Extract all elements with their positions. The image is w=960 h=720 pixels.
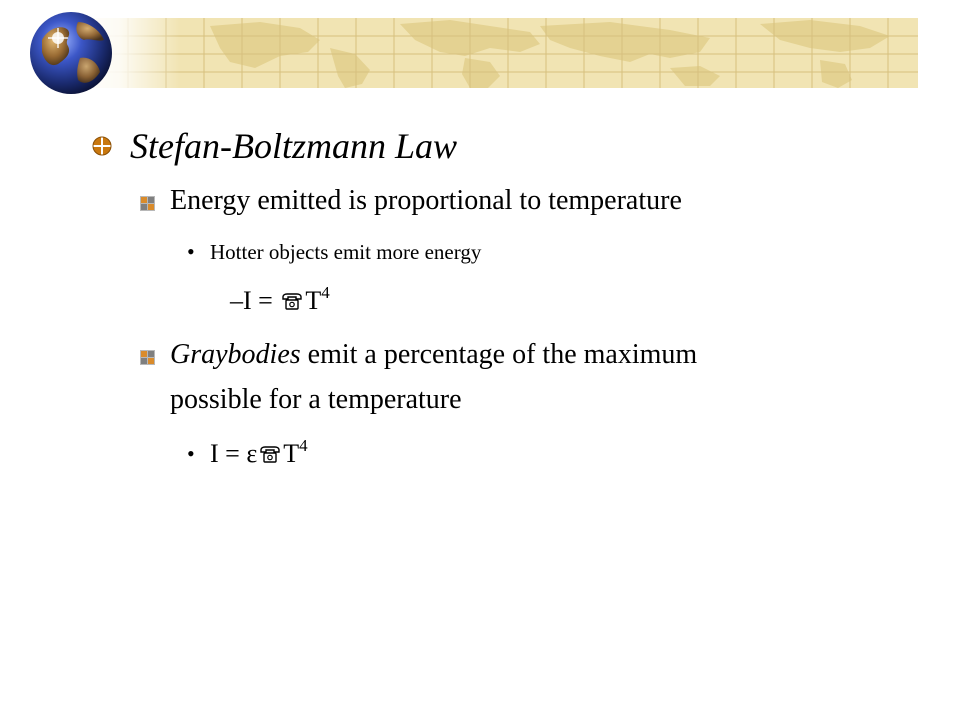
square-bullet-icon xyxy=(140,350,155,365)
phone-icon xyxy=(259,446,281,464)
compass-bullet-icon xyxy=(92,136,112,156)
bullet-2-italic: Graybodies xyxy=(170,339,301,370)
sub-bullet-dot: • xyxy=(187,441,195,466)
sub-bullet-1-text: Hotter objects emit more energy xyxy=(210,240,482,264)
bullet-2-line-2: possible for a temperature xyxy=(170,384,462,415)
phone-icon xyxy=(281,293,303,311)
formula-1-exp: 4 xyxy=(321,283,330,302)
formula-1-var: T xyxy=(305,286,322,315)
square-bullet-icon xyxy=(140,196,155,211)
sub-bullet-dot: • xyxy=(187,239,195,264)
bullet-2-line-1 xyxy=(170,337,697,373)
formula-2 xyxy=(210,437,308,471)
slide-title: Stefan-Boltzmann Law xyxy=(130,126,458,166)
formula-2-prefix: I = ε xyxy=(210,439,258,468)
formula-2-exp: 4 xyxy=(299,436,308,455)
bullet-1-text: Energy emitted is proportional to temperature xyxy=(170,185,682,216)
bullet-2-line-1-rest: emit a percentage of the maximum xyxy=(300,339,698,370)
formula-2-var: T xyxy=(283,439,300,468)
formula-1 xyxy=(230,284,330,318)
formula-1-prefix: –I = xyxy=(230,286,280,315)
